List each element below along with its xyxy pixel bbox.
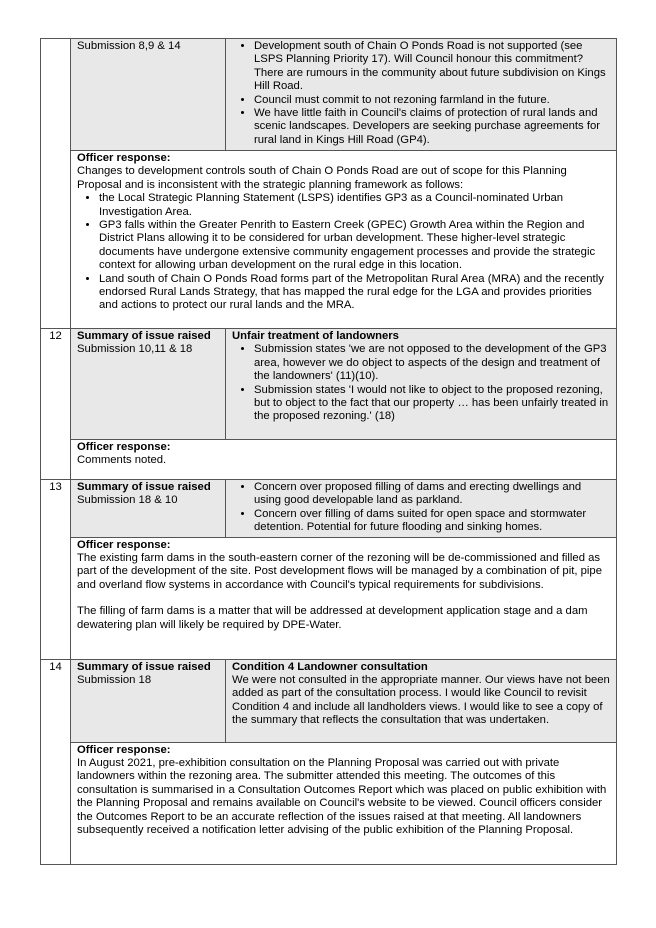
submissions-table-page [40,38,616,865]
officer-response-text: The existing farm dams in the south-eastern corner of the rezoning will be de-commissioned and filled as part of the development of the site. Post development flows will be managed by a combination of pit, pipe and overland flow systems in accordance with Council's typical requirements for subdivisions. [77,552,602,591]
submission-ref: Submission 10,11 & 18 [77,343,193,356]
summary-label: Summary of issue raised [77,481,211,493]
officer-response-heading: Officer response: [77,152,171,164]
row-number-cell: 13 [41,480,71,660]
list-item: • Submission states 'I would not like to object to the proposed rezoning, but to object to the fact that our property … has been unfairly treated in the proposed rezoning.' (18) [254,384,610,424]
summary-label: Summary of issue raised [77,660,211,673]
officer-response-cell [71,440,617,480]
list-item: • Concern over filling of dams suited for open space and stormwater detention. Potential for future flooding and sinking homes. [254,508,610,535]
officer-response-cell [71,151,617,329]
table-row [41,480,617,538]
issue-cell [226,480,617,538]
officer-response-text: Changes to development controls south of Chain O Ponds Road are out of scope for this Planning Proposal and is inconsistent with the strategic planning framework as follows: [77,165,567,191]
officer-response-text: Comments noted. [77,454,167,467]
issue-text: We were not consulted in the appropriate manner. Our views have not been added as part of the consultation process. I would like Council to revisit Condition 4 and include all landholders views. I would like to see a copy of the summary that reflects the consultation that was undertaken. [232,674,610,727]
row-number-cell: 12 [41,329,71,480]
issue-bullet-list [232,481,610,535]
submission-ref: Submission 8,9 & 14 [77,40,181,52]
officer-response-cell [71,742,617,864]
officer-response-text: In August 2021, pre-exhibition consultation on the Planning Proposal was carried out with private landowners within the rezoning area. The submitter attended this meeting. The outcomes of this consultation is summarised in a Consultation Outcomes Report which was placed on public exhibition with the Planning Proposal and remains available on Council's website to be viewed. Council officers consider the Outcomes Report to be an accurate reflection of the issues raised at that meeting. All landowners subsequently received a notification letter advising of the public exhibition of the Planning Proposal. [77,757,607,837]
row-number-cell [41,39,71,329]
officer-response-heading: Officer response: [77,538,171,551]
officer-response-cell [71,537,617,659]
submission-cell [71,480,226,538]
response-bullet-list [77,192,610,313]
table-row [41,39,617,151]
issue-cell [226,39,617,151]
list-item: • We have little faith in Council's claims of protection of rural lands and scenic landscapes. Developers are seeking purchase agreements for rural land in Kings Hill Road (GP4). [254,107,610,147]
table-row [41,659,617,742]
issue-bullet-list [232,343,610,423]
submission-cell [71,39,226,151]
list-item: • GP3 falls within the Greater Penrith to Eastern Creek (GPEC) Growth Area within the Region and District Plans allowing it to be considered for urban development. These higher-level strategic documents have undergone extensive community engagement processes and provide the strategic context for allowing urban development on the rural edge in this location. [99,219,610,273]
issue-cell [226,329,617,440]
submission-ref: Submission 18 [77,674,152,687]
table-row [41,440,617,480]
officer-response-heading: Officer response: [77,441,171,453]
table-row [41,537,617,659]
issue-bullet-list [232,40,610,147]
list-item: • Land south of Chain O Ponds Road forms part of the Metropolitan Rural Area (MRA) and the recently endorsed Rural Lands Strategy, that has mapped the rural edge for the LGA and provides priorities and actions to protect our rural lands and the MRA. [99,273,610,313]
list-item: • Concern over proposed filling of dams and erecting dwellings and using good developable land as parkland. [254,481,610,508]
submissions-table [40,38,617,865]
issue-cell [226,659,617,742]
list-item: • Development south of Chain O Ponds Road is not supported (see LSPS Planning Priority 17). Will Council honour this commitment? There are rumours in the community about future subdivision on Kings Hill Road. [254,40,610,94]
list-item: • Submission states 'we are not opposed to the development of the GP3 area, however we do object to aspects of the design and treatment of the landowners' (11)(10). [254,343,610,383]
row-number-cell: 14 [41,659,71,864]
summary-label: Summary of issue raised [77,330,211,342]
list-item: • Council must commit to not rezoning farmland in the future. [254,94,610,107]
issue-title: Condition 4 Landowner consultation [232,660,428,673]
issue-title: Unfair treatment of landowners [232,330,399,342]
submission-ref: Submission 18 & 10 [77,494,178,507]
paragraph-gap [77,592,610,605]
officer-response-text: The filling of farm dams is a matter that will be addressed at development application stage and a dam dewatering plan will likely be required by DPE-Water. [77,605,588,631]
officer-response-heading: Officer response: [77,743,171,756]
table-row [41,329,617,440]
table-row [41,742,617,864]
submission-cell [71,329,226,440]
table-row [41,151,617,329]
submission-cell [71,659,226,742]
list-item: • the Local Strategic Planning Statement (LSPS) identifies GP3 as a Council-nominated Urban Investigation Area. [99,192,610,219]
